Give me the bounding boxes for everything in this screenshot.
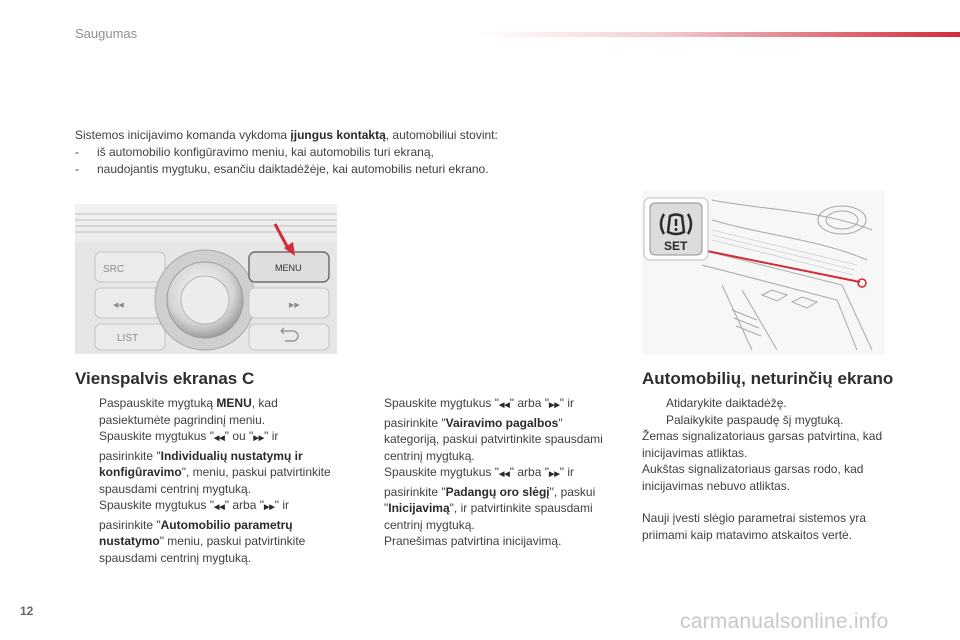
intro-text	[75, 127, 635, 178]
next-icon: ▶▶	[548, 402, 560, 409]
next-icon: ▶▶	[548, 471, 560, 478]
section-title-mono-display: Vienspalvis ekranas C	[75, 369, 255, 388]
step-item: Spauskite mygtukus "◀◀" ou "▶▶" ir pasirinkite "Individualių nustatymų ir konfigūravimo", meniu, paskui patvirtinkite spausdami centrinį mygtuką.	[99, 429, 331, 496]
glovebox-illustration	[642, 190, 885, 355]
intro-item: - iš automobilio konfigūravimo meniu, kai automobilis turi ekraną,	[75, 144, 635, 161]
next-icon: ▶▶	[263, 504, 275, 511]
step-item: Paspauskite mygtuką MENU, kad pasiektumėte pagrindinį meniu.	[99, 396, 278, 427]
column-mono-display-steps-continued	[360, 395, 620, 550]
step-item: Palaikykite paspaudę šį mygtuką.	[666, 412, 844, 427]
menu-button-label: MENU	[275, 263, 302, 273]
prev-icon: ◀◀	[213, 504, 225, 511]
section-title-no-display: Automobilių, neturinčių ekrano	[642, 369, 894, 388]
prev-icon: ◀◀	[213, 435, 225, 442]
next-button-label: ▶▶	[289, 301, 300, 309]
page-number: 12	[20, 604, 34, 618]
prev-button-label: ◀◀	[113, 301, 124, 309]
src-button-label: SRC	[103, 264, 125, 275]
step-item: Spauskite mygtukus "◀◀" arba "▶▶" ir pasirinkite "Automobilio parametrų nustatymo" meniu, paskui patvirtinkite spausdami centrinį mygtuką.	[99, 498, 306, 565]
next-icon: ▶▶	[253, 435, 265, 442]
step-item: Spauskite mygtukus "◀◀" arba "▶▶" ir pasirinkite "Padangų oro slėgį", paskui "Inicijavimą", ir patvirtinkite spausdami centrinį mygtuką. Pranešimas patvirtina inicijavimą.	[384, 465, 596, 548]
prev-icon: ◀◀	[498, 402, 510, 409]
note-paragraph: Nauji įvesti slėgio parametrai sistemos yra priimami kaip matavimo atskaitos vertė.	[642, 511, 867, 542]
list-button-label: LIST	[117, 333, 139, 344]
control-panel-illustration	[75, 204, 337, 354]
note-paragraph: Aukštas signalizatoriaus garsas rodo, kad inicijavimas nebuvo atliktas.	[642, 462, 864, 493]
header-accent-bar	[480, 32, 960, 37]
page-header-title: Saugumas	[75, 26, 138, 41]
column-mono-display-steps	[75, 395, 335, 566]
intro-item: - naudojantis mygtuku, esančiu daiktadėžėje, kai automobilis neturi ekrano.	[75, 161, 635, 178]
note-paragraph: Žemas signalizatoriaus garsas patvirtina, kad inicijavimas atliktas.	[642, 429, 883, 460]
set-button-label: SET	[664, 239, 688, 253]
step-item: Spauskite mygtukus "◀◀" arba "▶▶" ir pasirinkite "Vairavimo pagalbos" kategoriją, paskui patvirtinkite spausdami centrinį mygtuką.	[384, 396, 603, 463]
step-item: Atidarykite daiktadėžę.	[666, 396, 787, 410]
watermark-text: carmanualsonline.info	[680, 610, 889, 633]
intro-line: Sistemos inicijavimo komanda vykdoma įjungus kontaktą, automobiliui stovint:	[75, 128, 498, 142]
prev-icon: ◀◀	[498, 471, 510, 478]
column-no-display-steps	[642, 395, 897, 543]
